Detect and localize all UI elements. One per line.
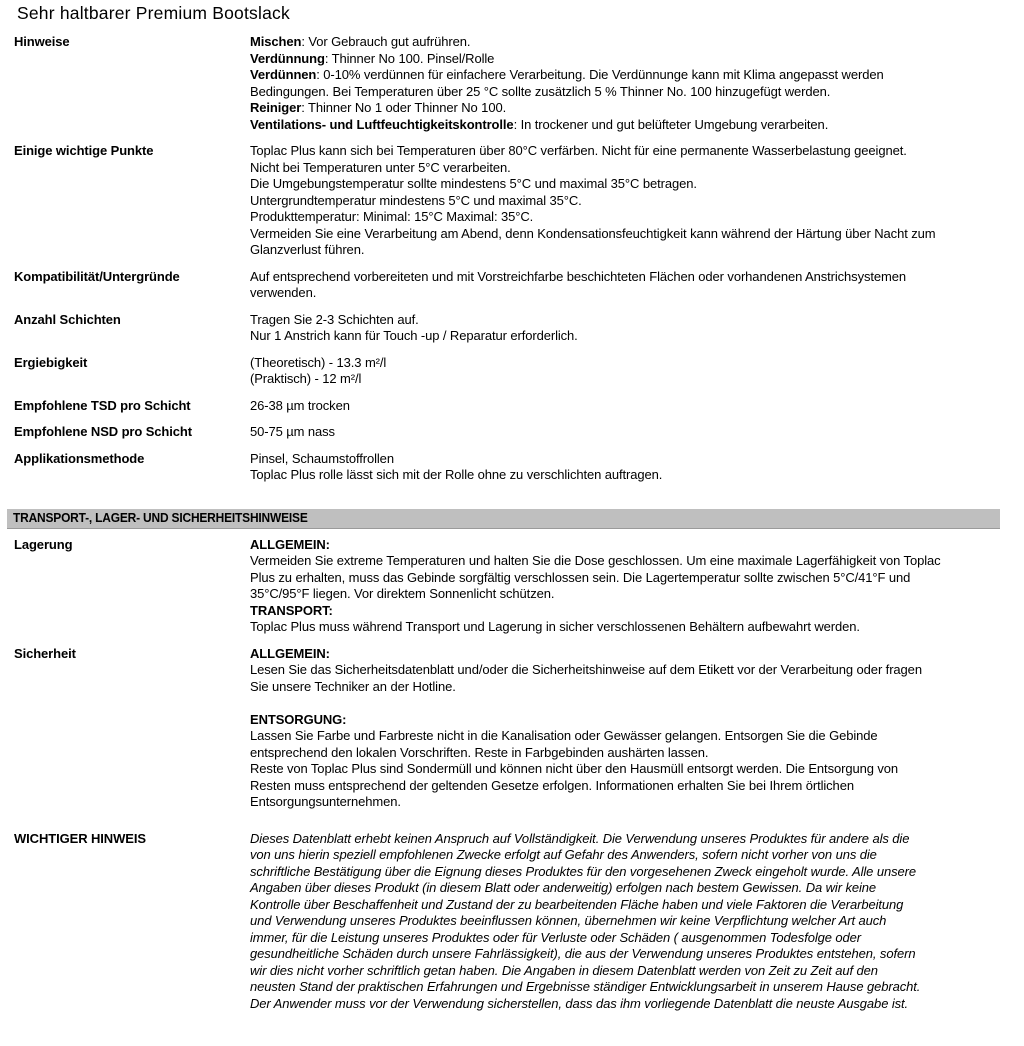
bold-run: Ventilations- und Luftfeuchtigkeitskontrolle <box>250 116 514 132</box>
section-header-bar <box>7 509 1000 529</box>
text-line: Pinsel, Schaumstoffrollen <box>250 450 394 466</box>
row-value <box>250 537 996 636</box>
text-line: Sie unsere Techniker an der Hotline. <box>250 678 456 694</box>
row-label: Ergiebigkeit <box>14 354 88 370</box>
text-line: Glanzverlust führen. <box>250 242 365 257</box>
text-line: Entsorgungsunternehmen. <box>250 794 401 809</box>
text-line: Produkttemperatur: Minimal: 15°C Maximal: 35°C. <box>250 209 534 224</box>
row-value <box>250 312 996 345</box>
text-line: Untergrundtemperatur mindestens 5°C und maximal 35°C. <box>250 192 582 208</box>
data-row <box>14 398 996 415</box>
data-row <box>14 537 996 636</box>
text-line: Vermeiden Sie extreme Temperaturen und halten Sie die Dose geschlossen. Um eine maximale Lagerfähigkeit von Toplac <box>250 553 941 568</box>
text-run: : Thinner No 1 oder Thinner No 100. <box>301 100 507 115</box>
text-line: Bedingungen. Bei Temperaturen über 25 °C sollte zusätzlich 5 % Thinner No. 100 hinzugefügt werden. <box>250 83 831 99</box>
text-line: Toplac Plus kann sich bei Temperaturen über 80°C verfärben. Nicht für eine permanente Wasserbelastung geeignet. <box>250 143 907 158</box>
text-line: wir dies nicht vorher schriftlich getan haben. Die Angaben in diesem Datenblatt werden von Zeit zu Zeit auf den <box>250 962 878 978</box>
bold-run: Mischen <box>250 34 302 49</box>
data-row <box>14 451 996 484</box>
bold-run: TRANSPORT: <box>250 602 333 618</box>
text-line: 26-38 µm trocken <box>250 397 350 413</box>
sections <box>14 34 996 1012</box>
row-value <box>250 451 996 484</box>
data-row <box>14 424 996 441</box>
row-label: Empfohlene NSD pro Schicht <box>14 424 192 439</box>
row-label: Empfohlene TSD pro Schicht <box>14 397 191 413</box>
text-line: und Verwendung unseres Produktes beeinflussen können, übernehmen wir keine Verpflichtung welcher Art auch <box>250 913 887 928</box>
bold-run: ALLGEMEIN: <box>250 536 330 552</box>
section-header-label: TRANSPORT-, LAGER- UND SICHERHEITSHINWEISE <box>13 509 308 525</box>
bold-run: Reiniger <box>250 100 302 115</box>
row-value <box>250 143 996 259</box>
row-label: Anzahl Schichten <box>14 311 121 327</box>
text-line: Nicht bei Temperaturen unter 5°C verarbeiten. <box>250 159 511 175</box>
text-line: Nur 1 Anstrich kann für Touch -up / Reparatur erforderlich. <box>250 328 578 343</box>
text-line <box>250 67 996 84</box>
text-line: Resten muss entsprechend der geltenden Gesetze erfolgen. Informationen erhalten Sie bei Ihrem örtlichen <box>250 777 854 793</box>
text-line <box>250 117 996 134</box>
text-run: : Vor Gebrauch gut aufrühren. <box>301 34 471 49</box>
section-anwendung <box>14 34 996 484</box>
bold-run: Verdünnen <box>250 67 317 82</box>
data-row <box>14 34 996 133</box>
row-value <box>250 424 996 441</box>
text-line <box>250 712 996 729</box>
text-line: Reste von Toplac Plus sind Sondermüll und können nicht über den Hausmüll entsorgt werden. Die Entsorgung von <box>250 761 899 776</box>
row-value <box>250 355 996 388</box>
row-label: Kompatibilität/Untergründe <box>14 268 180 284</box>
text-line: schriftliche Bestätigung über die Eignung dieses Produktes für den vorgesehenen Zweck eingeholt wurde. Alle unsere <box>250 863 916 879</box>
text-line: Tragen Sie 2-3 Schichten auf. <box>250 311 419 327</box>
row-value <box>250 831 996 1013</box>
text-line: Lassen Sie Farbe und Farbreste nicht in die Kanalisation oder Gewässer gelangen. Entsorgen Sie die Gebinde <box>250 728 878 743</box>
row-label: WICHTIGER HINWEIS <box>14 830 146 846</box>
text-line: 50-75 µm nass <box>250 424 335 439</box>
row-label: Applikationsmethode <box>14 450 145 466</box>
row-label: Sicherheit <box>14 645 76 661</box>
text-line: Plus zu erhalten, muss das Gebinde sorgfältig verschlossen sein. Die Lagertemperatur sollte zwischen 5°C/41°F und <box>250 569 911 585</box>
page-title: Sehr haltbarer Premium Bootslack <box>17 3 290 23</box>
text-line <box>250 100 996 117</box>
bold-run: ENTSORGUNG: <box>250 711 347 727</box>
row-label: Lagerung <box>14 536 73 552</box>
text-line: Angaben über dieses Produkt (in diesem Blatt oder anderweitig) erfolgen nach bestem Gewissen. Da wir keine <box>250 880 877 895</box>
data-row <box>14 831 996 1013</box>
text-line: neusten Stand der praktischen Erfahrungen und Ergebnisse ständiger Entwicklungsarbeit in unserem Hause gebracht. <box>250 979 921 994</box>
text-line: 35°C/95°F liegen. Vor direktem Sonnenlicht schützen. <box>250 586 555 601</box>
section-transport-lager-sicherheit <box>14 509 996 1013</box>
text-line: Vermeiden Sie eine Verarbeitung am Abend, denn Kondensationsfeuchtigkeit kann während der Härtung über Nacht zum <box>250 225 936 241</box>
text-line <box>250 51 996 68</box>
text-line: (Theoretisch) - 13.3 m²/l <box>250 354 387 370</box>
row-label: Einige wichtige Punkte <box>14 143 154 158</box>
text-line <box>250 695 996 712</box>
text-line: Toplac Plus rolle lässt sich mit der Rolle ohne zu verschlichten auftragen. <box>250 467 663 482</box>
text-line: Auf entsprechend vorbereiteten und mit Vorstreichfarbe beschichteten Flächen oder vorhandenen Anstrichsystemen <box>250 268 907 284</box>
text-run: : 0-10% verdünnen für einfachere Verarbeitung. Die Verdünnunge kann mit Klima angepasst werden <box>316 67 884 82</box>
data-row <box>14 312 996 345</box>
text-run: : Thinner No 100. Pinsel/Rolle <box>324 50 495 66</box>
text-line: Der Anwender muss vor der Verwendung sicherstellen, dass das ihm vorliegende Datenblatt die neuste Ausgabe ist. <box>250 995 909 1011</box>
text-line <box>250 603 996 620</box>
text-line: entsprechend den lokalen Vorschriften. Reste in Farbgebinden aushärten lassen. <box>250 744 709 760</box>
text-line <box>250 34 996 51</box>
text-line: Lesen Sie das Sicherheitsdatenblatt und/oder die Sicherheitshinweise auf dem Etikett vor der Verarbeitung oder fragen <box>250 662 922 677</box>
data-row <box>14 355 996 388</box>
bold-run: Verdünnung <box>250 50 325 66</box>
row-value <box>250 646 996 811</box>
text-line: gesundheitliche Schäden durch unsere Fahrlässigkeit), die aus der Verwendung unseres Produktes entstehen, sofern <box>250 946 916 961</box>
text-run: : In trockener und gut belüfteter Umgebung verarbeiten. <box>513 116 829 132</box>
text-line: von uns hierin speziell empfohlenen Zwecke erfolgt auf Gefahr des Anwenders, sofern nicht vorher von uns die <box>250 847 877 862</box>
text-line: Kontrolle über Beschaffenheit und Zustand der zu bearbeitenden Fläche haben und viele Faktoren die Verarbeitung <box>250 896 904 912</box>
row-value <box>250 398 996 415</box>
bold-run: ALLGEMEIN: <box>250 645 330 661</box>
data-row <box>14 143 996 259</box>
text-line: Die Umgebungstemperatur sollte mindestens 5°C und maximal 35°C betragen. <box>250 176 697 191</box>
row-label: Hinweise <box>14 34 70 49</box>
row-value <box>250 269 996 302</box>
row-value <box>250 34 996 133</box>
text-line <box>250 537 996 554</box>
text-line: immer, für die Leistung unseres Produktes oder für Verluste oder Schäden ( ausgenommen Todesfolge oder <box>250 929 862 945</box>
text-line <box>250 646 996 663</box>
text-line: Dieses Datenblatt erhebt keinen Anspruch auf Vollständigkeit. Die Verwendung unseres Produktes für andere als die <box>250 830 910 846</box>
data-row <box>14 646 996 811</box>
text-line: verwenden. <box>250 285 317 300</box>
text-line: (Praktisch) - 12 m²/l <box>250 371 362 386</box>
data-row <box>14 269 996 302</box>
text-line: Toplac Plus muss während Transport und Lagerung in sicher verschlossenen Behältern aufbewahrt werden. <box>250 619 860 634</box>
